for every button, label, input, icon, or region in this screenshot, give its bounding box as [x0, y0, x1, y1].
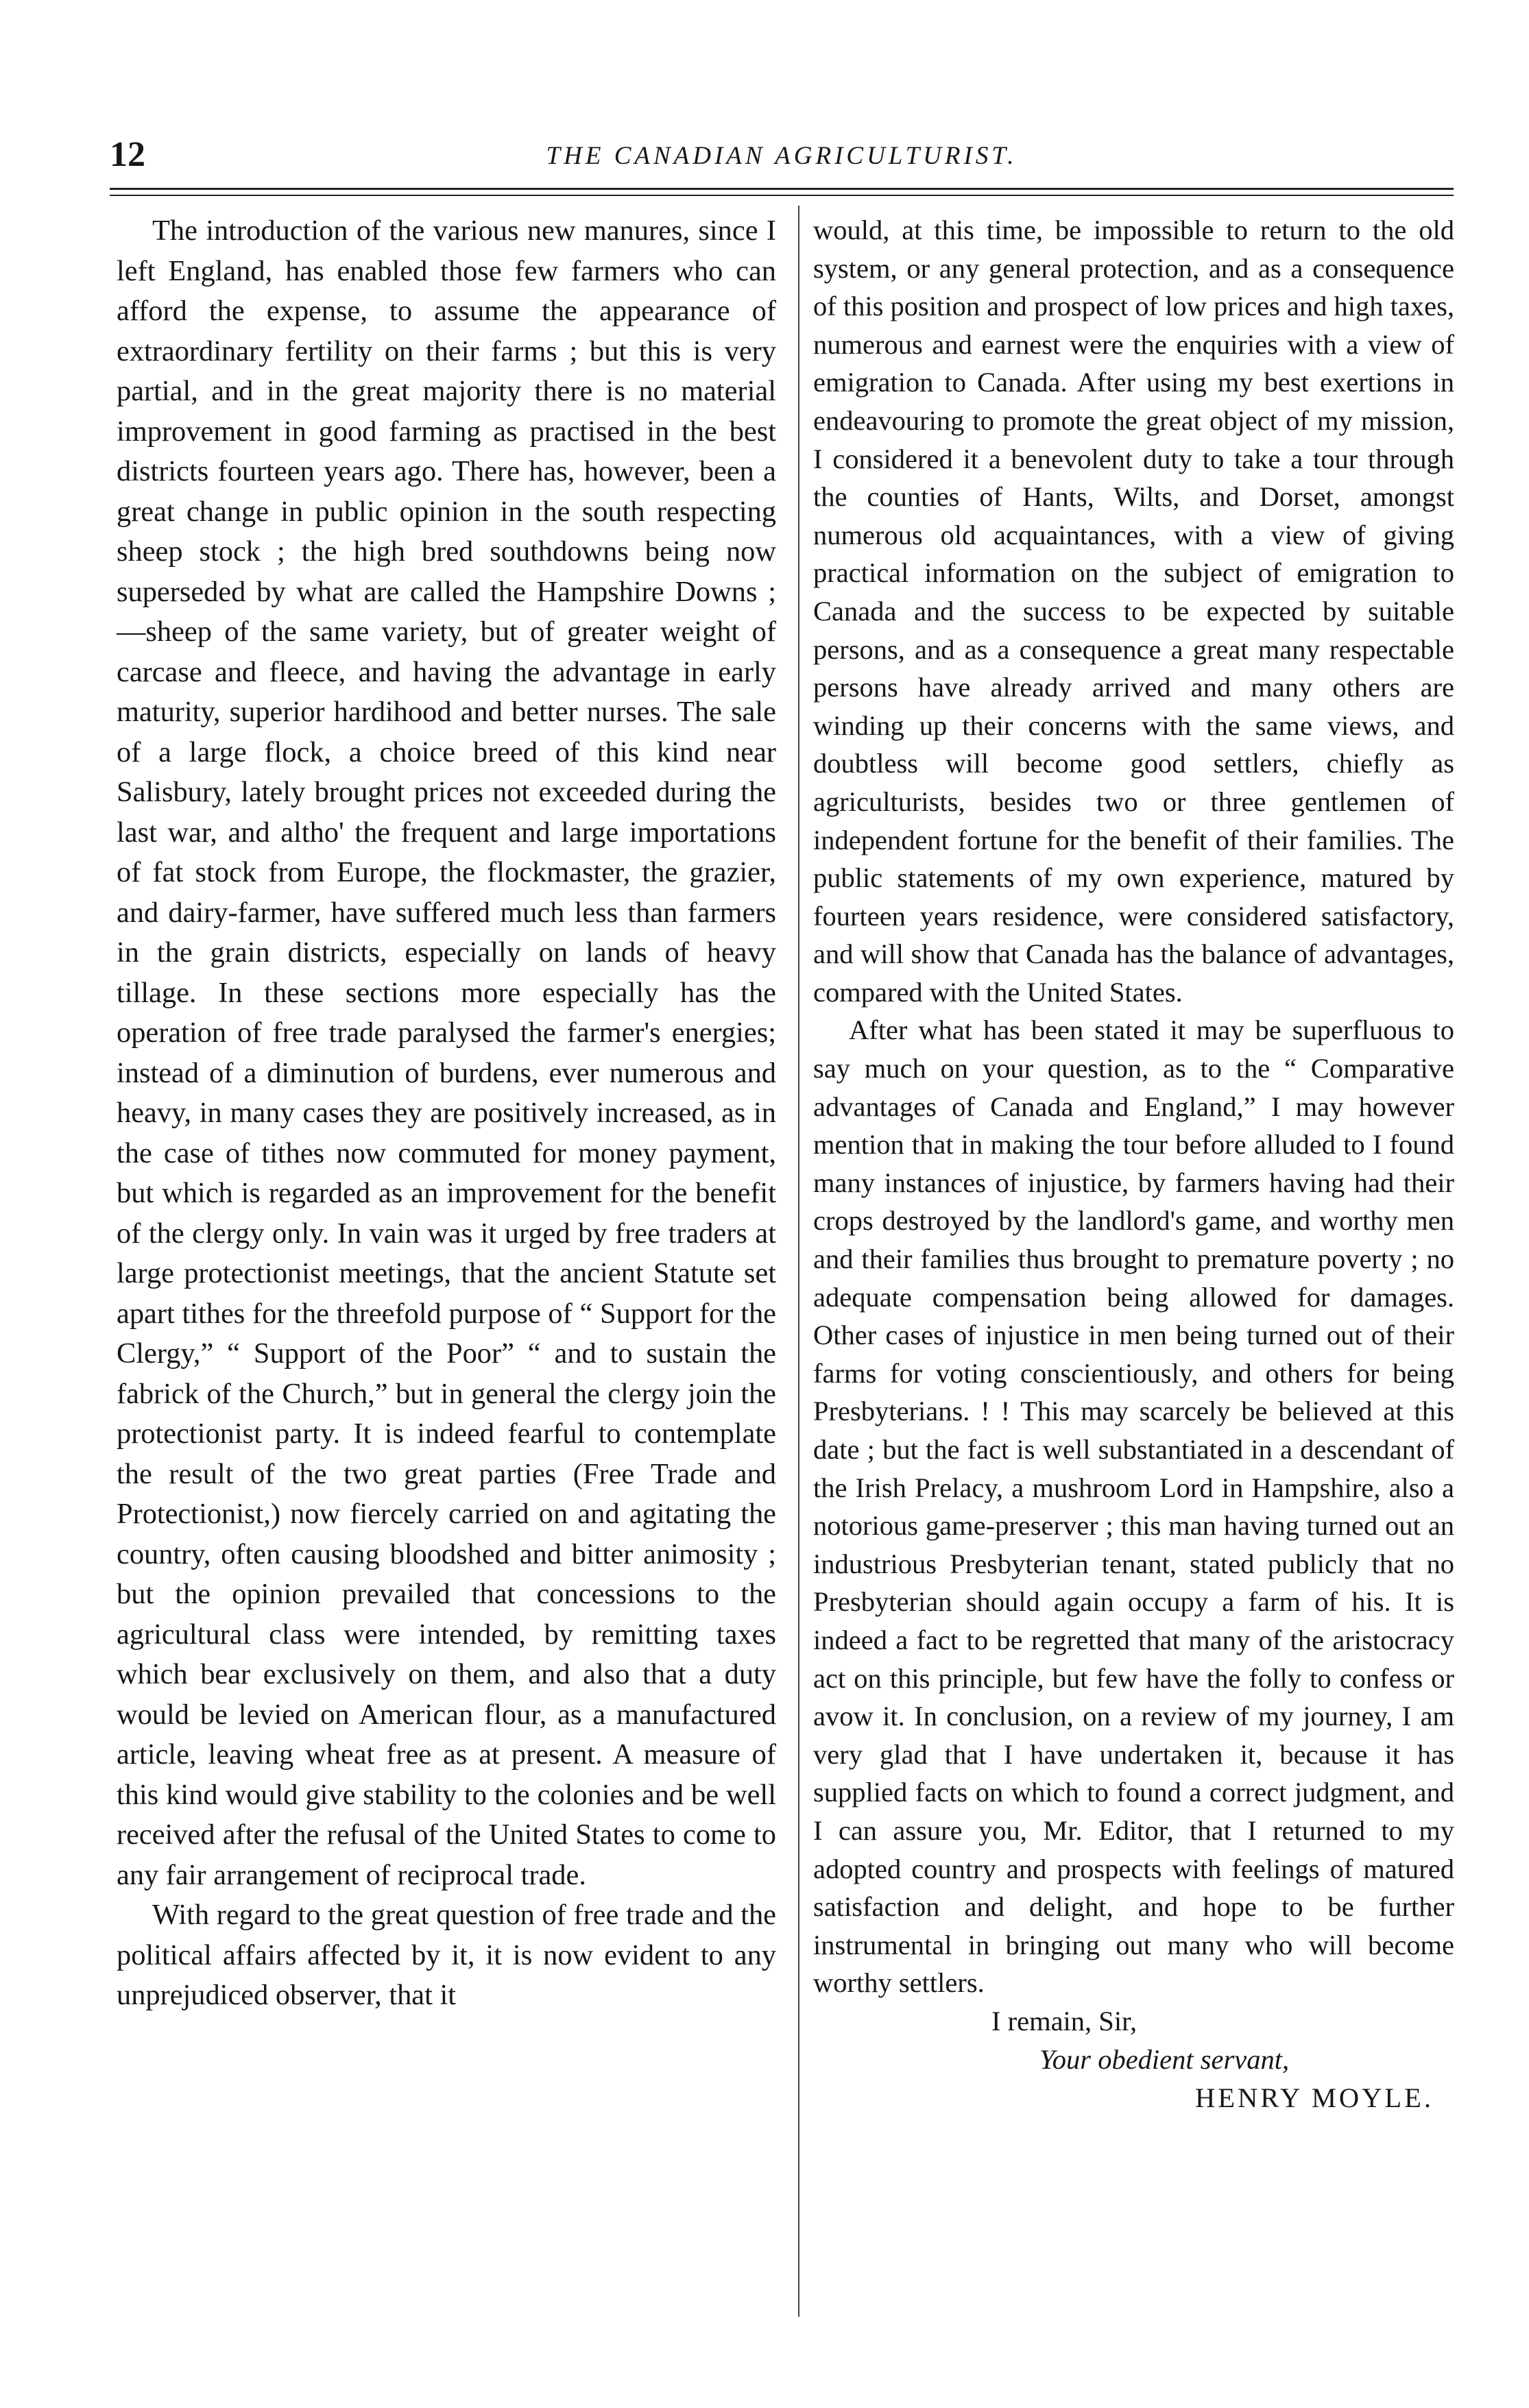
letter-signoff [813, 2002, 1454, 2117]
paragraph: With regard to the great question of free trade and the political affairs affected by it, it is now evident to any unprejudiced observer, that it [117, 1899, 776, 2011]
running-title: THE CANADIAN AGRICULTURIST. [546, 142, 1018, 170]
header-rule-thin [110, 195, 1454, 196]
closing-line: I remain, Sir, [991, 2005, 1137, 2036]
page-header [110, 134, 1454, 182]
right-column [813, 211, 1454, 2117]
paragraph: The introduction of the various new manures, since I left England, has enabled those few farmers who can afford the expense, to assume the appearance of extraordinary fertility on their farms ; but this is very partial, and in the great majority there is no material improvement in good farming as practised in the best districts fourteen years ago. There has, however, been a great change in public opinion in the south respecting sheep stock ; the high bred southdowns being now superseded by what are called the Hampshire Downs ;—sheep of the same variety, but of greater weight of carcase and fleece, and having the advantage in early maturity, superior hardihood and better nurses. The sale of a large flock, a choice breed of this kind near Salisbury, lately brought prices not exceeded during the last war, and altho' the frequent and large importations of fat stock from Europe, the flockmaster, the grazier, and dairy-farmer, have suffered much less than farmers in the grain districts, especially on lands of heavy tillage. In these sections more especially has the operation of free trade paralysed the farmer's energies; instead of a diminution of burdens, ever numerous and heavy, in many cases they are positively increased, as in the case of tithes now commuted for money payment, but which is regarded as an improvement for the benefit of the clergy only. In vain was it urged by free traders at large protectionist meetings, that the ancient Statute set apart tithes for the threefold purpose of “ Support for the Clergy,” “ Support of the Poor” “ and to sustain the fabrick of the Church,” but in general the clergy join the protectionist party. It is indeed fearful to contemplate the result of the two great parties (Free Trade and Protectionist,) now fiercely carried on and agitating the country, often causing bloodshed and bitter animosity ; but the opinion prevailed that concessions to the agricultural class were intended, by remitting taxes which bear exclusively on them, and also that a duty would be levied on American flour, as a manufactured article, leaving wheat free as at present. A measure of this kind would give stability to the colonies and be well received after the refusal of the United States to come to any fair arrangement of reciprocal trade. [117, 215, 776, 1891]
left-column [117, 211, 776, 2016]
servant-line: Your obedient servant, [1039, 2043, 1290, 2075]
signature: HENRY MOYLE. [1195, 2082, 1434, 2113]
page-number: 12 [110, 135, 145, 174]
column-divider [798, 206, 799, 2317]
paragraph: After what has been stated it may be superfluous to say much on your question, as to the “ Comparative advantages of Canada and England,” I may however mention that in making the tour before alluded to I found many instances of injustice, by farmers having had their crops destroyed by the landlord's game, and worthy men and their families thus brought to premature poverty ; no adequate compensation being allowed for damages. Other cases of injustice in men being turned out of their farms for voting conscientiously, and others for being Presbyterians. ! ! This may scarcely be believed at this date ; but the fact is well substantiated in a descendant of the Irish Prelacy, a mushroom Lord in Hampshire, also a notorious game-preserver ; this man having turned out an industrious Presbyterian tenant, stated publicly that no Presbyterian should again occupy a farm of his. It is indeed a fact to be regretted that many of the aristocracy act on this principle, but few have the folly to confess or avow it. In conclusion, on a review of my journey, I am very glad that I have undertaken it, because it has supplied facts on which to found a correct judgment, and I can assure you, Mr. Editor, that I returned to my adopted country and prospects with feelings of matured satisfaction and delight, and hope to be further instrumental in bringing out many who will become worthy settlers. [813, 1014, 1454, 1999]
paragraph: would, at this time, be impossible to return to the old system, or any general protection, and as a consequence of this position and prospect of low prices and high taxes, numerous and earnest were the enquiries with a view of emigration to Canada. After using my best exertions in endeavouring to promote the great object of my mission, I considered it a benevolent duty to take a tour through the counties of Hants, Wilts, and Dorset, amongst numerous old acquaintances, with a view of giving practical information on the subject of emigration to Canada and the success to be expected by suitable persons, and as a consequence a great many respectable persons have already arrived and many others are winding up their concerns with the same views, and doubtless will become good settlers, chiefly as agriculturists, besides two or three gentlemen of independent fortune for the benefit of their families. The public statements of my own experience, matured by fourteen years residence, were considered satisfactory, and will show that Canada has the balance of advantages, compared with the United States. [813, 215, 1454, 1008]
header-rule [110, 188, 1454, 190]
